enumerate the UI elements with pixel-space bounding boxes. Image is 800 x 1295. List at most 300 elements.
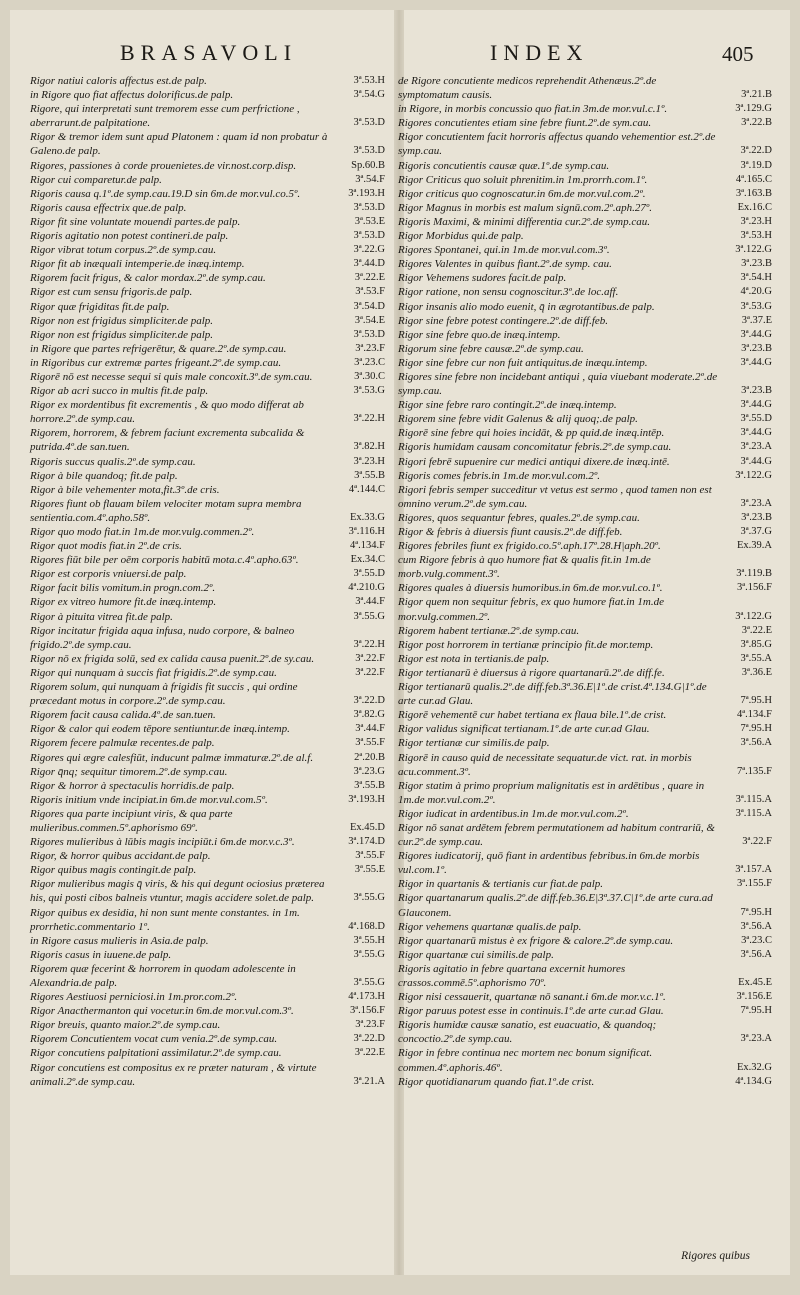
entry-text: cum Rigore febris à quo humore fiat & qualis fit.in 1m.de morb.vulg.comment.3º. [398,554,651,581]
index-entry [398,736,772,750]
entry-reference: 3ª.23.A [740,441,772,453]
entry-reference: 3ª.44.F [355,723,385,735]
entry-reference: 3ª.55.G [353,977,385,988]
entry-text: Rigoris agitatio non potest contineri.de palp. [30,230,229,243]
index-entry [30,159,385,173]
index-entry [398,807,772,821]
entry-reference: 3ª.56.A [740,948,772,960]
entry-reference: 3ª.55.G [353,948,385,960]
index-entry [398,539,772,553]
entry-reference: 3ª.53.D [353,230,385,242]
entry-reference: 3ª.156.F [737,582,772,594]
index-entry [398,962,772,990]
entry-reference: 3ª.30.C [354,370,385,382]
entry-reference: 3ª.22.H [353,413,385,425]
entry-text: Rigor Morbidus qui.de palp. [398,230,524,243]
entry-reference: 3ª.23.C [354,356,385,368]
entry-reference: 4ª.210.G [348,582,385,594]
entry-text: Rigor nisi cessauerit, quartanæ nō sanant.i 6m.de mor.v.c.1º. [398,991,666,1004]
entry-reference: 3ª.155.F [737,878,772,890]
entry-text: Rigores iudicatorij, quō fiant in ardentibus febribus.in 6m.de morbis vul.com.1º. [398,850,700,877]
entry-text: Rigorem facit causa calida.4º.de san.tuen. [30,709,216,722]
entry-text: Rigorem solum, qui nunquam à frigidis fit succis , qui ordine præcedant motus in corpore.2º.de symp.cau. [30,681,298,708]
index-entry [398,1018,772,1046]
entry-reference: 3ª.54.E [354,314,385,326]
index-entry [398,187,772,201]
entry-reference: 3ª.55.E [354,864,385,876]
entry-reference: 3ª.55.D [353,568,385,580]
entry-reference: 3ª.23.F [355,1019,385,1031]
index-entry [30,257,385,271]
index-entry [398,74,772,102]
index-entry [30,708,385,722]
entry-reference: 3ª.115.A [735,807,772,819]
index-entry [30,102,385,130]
entry-text: Rigores Spontanei, qui.in 1m.de mor.vul.com.3º. [398,244,610,257]
entry-reference: 3ª.163.B [735,187,772,199]
index-entry [30,736,385,750]
entry-reference: Ex.45.E [738,977,772,988]
index-entry [398,680,772,708]
entry-reference: 3ª.22.G [353,244,385,256]
index-entry [30,553,385,567]
entry-text: in Rigoribus cur extremæ partes frigeant.2º.de symp.cau. [30,356,282,369]
index-entry [398,201,772,215]
entry-reference: 3ª.22.H [353,638,385,650]
entry-reference: Sp.60.B [351,159,385,171]
index-entry [30,88,385,102]
entry-text: Rigorem Concutientem vocat cum venia.2º.de symp.cau. [30,1033,278,1046]
index-entry [30,201,385,215]
entry-reference: 3ª.44.G [740,455,772,467]
index-entry [398,215,772,229]
entry-reference: 3ª.36.E [741,666,772,678]
entry-reference: 4ª.134.F [350,540,385,552]
entry-text: Rigor quartanarum qualis.2º.de diff.feb.36.E|3ª.37.C|1º.de arte cura.ad Glauconem. [398,892,713,919]
entry-reference: 3ª.55.F [355,737,385,749]
entry-text: Rigores fiunt ob flauam bilem velociter motam supra membra sentientia.com.4º.apho.58º. [30,497,302,524]
entry-text: Rigor iudicat in ardentibus.in 1m.de mor.vul.com.2º. [398,807,629,820]
entry-text: Rigor breuis, quanto maior.2º.de symp.cau. [30,1019,221,1032]
index-entry [30,652,385,666]
entry-text: Rigorē vehementē cur habet tertiana ex flaua bile.1º.de crist. [398,709,667,722]
entry-text: Rigoris concutientis causæ quæ.1º.de symp.cau. [398,159,610,172]
entry-reference: 3ª.82.G [353,709,385,721]
entry-reference: 3ª.53.D [353,117,385,129]
entry-text: Rigoris Maximi, & minimi differentia cur.2º.de symp.cau. [398,215,651,228]
index-entry [30,1046,385,1060]
entry-text: in Rigore que partes refrigerētur, & quare.2º.de symp.cau. [30,342,287,355]
entry-reference: 3ª.119.B [736,568,772,580]
entry-reference: 3ª.44.G [740,427,772,439]
index-entry [30,722,385,736]
entry-reference: 3ª.54.H [740,272,772,284]
entry-text: Rigoris comes febris.in 1m.de mor.vul.com.2º. [398,469,601,482]
entry-text: Rigore, qui interpretati sunt tremorem esse cum perfrictione , aberrarunt.de palpitatione. [30,103,300,130]
index-entry [30,469,385,483]
entry-reference: Ex.34.C [350,554,385,566]
entry-reference: 3ª.115.A [735,793,772,805]
index-entry [398,483,772,511]
entry-reference: 2ª.20.B [354,751,385,763]
entry-reference: 3ª.37.G [740,526,772,537]
entry-reference: 3ª.44.D [353,258,385,270]
entry-text: Rigoris causa q.1º.de symp.cau.19.D sin 6m.de mor.vul.co.5º. [30,187,301,200]
entry-reference: 3ª.22.B [741,117,772,129]
entry-text: Rigor insanis alio modo euenit, q̄ in ægrotantibus.de palp. [398,300,655,313]
entry-reference: 3ª.53.D [353,201,385,213]
entry-text: Rigor nō ex frigida solū, sed ex calida causa puenit.2º.de sy.cau. [30,652,315,665]
entry-reference: 3ª.122.G [735,244,772,256]
entry-reference: 3ª.156.E [736,991,772,1003]
index-entry [398,328,772,342]
index-entry [30,962,385,990]
index-entry [30,849,385,863]
entry-text: Rigor sine febre cur non fuit antiquitus.de inæqu.intemp. [398,356,648,369]
index-entry [398,1004,772,1018]
entry-text: Rigor quibus magis contingit.de palp. [30,864,197,877]
entry-text: Rigor & calor qui eodem tēpore sentiuntur.de inæq.intemp. [30,723,290,736]
entry-text: Rigor incitatur frigida aqua infusa, nudo corpore, & balneo frigido.2º.de symp.cau. [30,624,295,651]
entry-reference: Ex.33.G [350,511,385,523]
entry-reference: 3ª.23.A [740,1033,772,1045]
entry-reference: 3ª.19.D [740,159,772,171]
entry-text: Rigor q̄nq; sequitur timorem.2º.de symp.cau. [30,765,228,778]
entry-reference: 3ª.22.D [353,695,385,707]
index-entry [30,300,385,314]
entry-text: Rigor criticus quo cognoscatur.in 6m.de mor.vul.com.2º. [398,187,646,200]
index-entry [30,271,385,285]
entry-text: Rigor & horror à spectaculis horridis.de palp. [30,779,235,792]
entry-text: Rigor ratione, non sensu cognoscitur.3º.de loc.aff. [398,286,619,299]
entry-text: Rigor tertianæ cur similis.de palp. [398,737,550,750]
entry-reference: 4ª.134.G [735,1075,772,1087]
index-entry [30,1018,385,1032]
index-entry [398,581,772,595]
entry-text: Rigoris humidam causam concomitatur febris.2º.de symp.cau. [398,441,672,454]
index-entry [398,426,772,440]
index-entry [30,1004,385,1018]
index-entry [398,595,772,623]
entry-text: Rigorem, horrorem, & febrem faciunt excrementa subcalida & putrida.4º.de san.tuen. [30,427,305,454]
index-entry [398,243,772,257]
index-entry [398,440,772,454]
entry-reference: 3ª.21.A [353,1075,385,1087]
index-entry [30,595,385,609]
index-entry [30,835,385,849]
running-title-right: INDEX [490,40,589,65]
entry-text: Rigor Anacthermanton qui vocetur.in 6m.de mor.vul.com.3º. [30,1005,294,1018]
entry-text: Rigor nō sanat ardētem febrem permutationem ad habitum contrariū, & cur.2º.de symp.cau. [398,821,715,849]
index-entry [30,666,385,680]
entry-text: Rigor est corporis vniuersi.de palp. [30,568,187,581]
entry-reference: 3ª.56.A [740,737,772,749]
entry-text: Rigor sine febre raro contingit.2º.de inæq.intemp. [398,399,617,412]
entry-reference: 3ª.22.E [354,1047,385,1059]
entry-text: Rigorem habent tertianæ.2º.de symp.cau. [398,624,580,637]
index-entry [30,384,385,398]
entry-text: de Rigore concutiente medicos reprehendit Athenæus.2º.de symptomatum causis. [398,75,657,102]
index-entry [30,779,385,793]
entry-reference: 3ª.174.D [348,836,385,848]
entry-reference: 7ª.95.H [740,906,772,918]
entry-text: Rigor quotidianarum quando fiat.1º.de crist. [398,1075,595,1088]
index-entry [30,455,385,469]
entry-text: Rigores Aestiuosi perniciosi.in 1m.pror.com.2º. [30,991,238,1004]
entry-reference: 3ª.23.H [740,215,772,227]
entry-text: Rigori febris semper succeditur vt vetus est sermo , quod tamen non est omnino verum.2º.de sym.cau. [398,483,712,510]
entry-reference: 3ª.53.D [353,145,385,157]
entry-reference: 3ª.23.B [741,342,772,354]
entry-text: Rigorum sine febre causæ.2º.de symp.cau. [398,342,584,355]
entry-text: Rigor tertianarū è diuersus à rigore quartanarū.2º.de diff.fe. [398,666,665,679]
entry-reference: 3ª.55.B [354,469,385,481]
entry-text: Rigor quæ frigiditas fit.de palp. [30,300,170,313]
index-entry [30,1032,385,1046]
entry-reference: 7ª.95.H [740,723,772,735]
index-entry [398,849,772,877]
entry-reference: 3ª.129.G [735,103,772,115]
entry-text: Rigorē sine febre qui hoies incidāt, & pp quid.de inæq.intēp. [398,427,665,440]
entry-reference: 3ª.55.D [740,413,772,425]
index-entry [30,483,385,497]
index-entry [30,751,385,765]
entry-reference: 3ª.116.H [348,526,385,537]
entry-reference: Ex.39.A [737,540,772,552]
entry-text: Rigor quartanæ cui similis.de palp. [398,948,554,961]
index-entry [398,159,772,173]
entry-reference: 3ª.23.B [741,385,772,397]
entry-reference: 3ª.44.F [355,596,385,608]
index-entry [398,370,772,398]
entry-text: Rigor mulieribus magis q̄ viris, & his qui degunt ociosius præterea his, qui posti cibos balneis vtuntur, magis accidere solet.de palp. [30,878,325,905]
index-entry [30,1061,385,1089]
index-entry [398,173,772,187]
entry-reference: Ex.32.G [737,1061,772,1073]
entry-reference: 3ª.54.G [353,89,385,101]
entry-text: Rigor quo modo fiat.in 1m.de mor.vulg.commen.2º. [30,526,255,538]
entry-reference: 3ª.193.H [348,793,385,805]
index-entry [398,891,772,919]
running-title-left: BRASAVOLI [120,40,298,65]
entry-text: Rigorem fecere palmulæ recentes.de palp. [30,737,215,750]
entry-reference: 3ª.23.B [741,258,772,270]
index-entry [30,807,385,835]
book-page [10,10,790,1275]
index-entry [30,398,385,426]
entry-text: Rigor Criticus quo soluit phrenitim.in 1m.prorrh.com.1º. [398,173,648,186]
entry-reference: 3ª.53.H [353,75,385,86]
entry-reference: 3ª.55.H [353,934,385,946]
entry-reference: 7ª.95.H [740,695,772,707]
index-entry [398,934,772,948]
entry-text: Rigor cui comparetur.de palp. [30,173,162,186]
entry-text: Rigores, passiones à corde prouenietes.de vir.nost.corp.disp. [30,159,297,172]
entry-reference: 3ª.22.D [740,145,772,157]
entry-text: Rigor Vehemens sudores facit.de palp. [398,272,567,285]
index-entry [30,906,385,934]
entry-text: Rigor concutientem facit horroris affectus quando vehementior est.2º.de symp.cau. [398,131,716,158]
index-entry [30,948,385,962]
index-entry [30,680,385,708]
entry-text: Rigor est cum sensu frigoris.de palp. [30,286,193,299]
index-entry [30,130,385,158]
entry-reference: 3ª.23.C [741,934,772,946]
entry-reference: 3ª.53.E [354,215,385,227]
index-entry [398,821,772,849]
entry-text: Rigor vehemens quartanæ qualis.de palp. [398,920,582,933]
entry-text: Rigores Valentes in quibus fiant.2º.de symp. cau. [398,258,612,271]
index-entry [398,652,772,666]
index-entry [30,525,385,539]
index-entry [398,398,772,412]
entry-text: Rigor quot modis fiat.in 2º.de cris. [30,540,182,553]
entry-reference: 3ª.85.G [740,638,772,650]
entry-reference: 3ª.22.E [354,272,385,284]
entry-text: Rigor fit ab inæquali intemperie.de inæq.intemp. [30,258,245,271]
entry-text: Rigor est nota in tertianis.de palp. [398,652,550,665]
index-entry [398,751,772,779]
entry-reference: 3ª.23.A [740,497,772,509]
entry-text: Rigor sine febre potest contingere.2º.de diff.feb. [398,314,609,327]
entry-text: Rigorem quæ fecerint & horrorem in quodam adolescente in Alexandria.de palp. [30,962,296,989]
entry-text: Rigores fiūt bile per oēm corporis habitū mota.c.4º.apho.63º. [30,554,299,567]
index-entry [398,342,772,356]
index-entry [30,624,385,652]
entry-text: in Rigore, in morbis concussio quo fiat.in 3m.de mor.vul.c.1º. [398,103,668,116]
entry-reference: 3ª.122.G [735,610,772,622]
index-entry [30,356,385,370]
index-entry [30,934,385,948]
entry-text: Rigor non est frigidus simpliciter.de palp. [30,328,214,341]
entry-reference: 3ª.55.A [740,652,772,664]
index-entry [398,948,772,962]
entry-text: Rigor paruus potest esse in continuis.1º.de arte cur.ad Glau. [398,1005,664,1018]
entry-text: Rigores qui ægre calesfiūt, inducunt palmæ immaturæ.2º.de al.f. [30,751,314,764]
entry-text: Rigor & febris à diuersis fiunt causis.2º.de diff.feb. [398,526,623,538]
index-entry [30,229,385,243]
entry-text: Rigor facit bilis vomitum.in progn.com.2º. [30,582,216,595]
entry-text: Rigorem sine febre vidit Galenus & alij quoq;.de palp. [398,413,638,426]
entry-text: in Rigore casus mulieris in Asia.de palp. [30,934,209,947]
index-entry [398,779,772,807]
entry-reference: Ex.45.D [350,821,385,833]
index-entry [30,370,385,384]
page-number: 405 [722,42,754,66]
index-entry [30,497,385,525]
entry-text: Rigores, quos sequantur febres, quales.2º.de symp.cau. [398,511,640,524]
index-column-right [398,74,772,1089]
entry-text: Rigoris causa effectrix que.de palp. [30,201,187,214]
index-entry [398,412,772,426]
index-entry [30,990,385,1004]
entry-text: Rigor à bile vehementer mota,fit.3º.de cris. [30,483,220,496]
index-entry [398,553,772,581]
entry-text: Rigores febriles fiunt ex frigido.co.5º.aph.17º.28.H|aph.20º. [398,540,661,553]
entry-text: Rigores quales à diuersis humoribus.in 6m.de mor.vul.co.1º. [398,582,663,595]
entry-reference: 3ª.56.A [740,920,772,932]
entry-text: Rigoris agitatio in febre quartana excernit humores crassos.commē.5º.aphorismo 70º. [398,962,626,989]
index-entry [398,525,772,539]
index-entry [30,765,385,779]
entry-text: Rigori febrē supuenire cur medici antiqui dixere.de inæq.intē. [398,455,670,468]
entry-reference: 3ª.55.G [353,610,385,622]
entry-reference: 3ª.23.B [741,511,772,523]
entry-text: Rigor quartanarū mistus è ex frigore & calore.2º.de symp.cau. [398,934,674,947]
index-entry [398,285,772,299]
index-column-left [30,74,385,1089]
entry-text: Rigorē nō est necesse sequi si quis male concoxit.3º.de sym.cau. [30,370,313,383]
entry-text: Rigor qui nunquam à succis fiat frigidis.2º.de symp.cau. [30,666,277,679]
entry-reference: 3ª.53.H [740,230,772,242]
entry-reference: 3ª.22.F [355,666,385,678]
entry-reference: 3ª.53.G [740,300,772,312]
entry-text: Rigor tertianarū qualis.2º.de diff.feb.3ª.36.E|1º.de crist.4ª.134.G|1º.de arte cur.ad Glau. [398,681,707,708]
entry-reference: 3ª.53.D [353,328,385,340]
entry-reference: 3ª.22.E [741,624,772,636]
index-entry [30,863,385,877]
index-entry [30,74,385,88]
entry-reference: 3ª.23.G [353,765,385,777]
entry-reference: 3ª.122.G [735,469,772,481]
entry-reference: 4ª.134.F [737,709,772,721]
index-entry [398,356,772,370]
index-entry [30,610,385,624]
index-entry [398,1046,772,1074]
entry-reference: 7ª.135.F [737,765,772,777]
index-entry [398,229,772,243]
index-entry [398,455,772,469]
entry-reference: 3ª.23.H [353,455,385,467]
entry-reference: 3ª.44.G [740,328,772,340]
index-entry [398,314,772,328]
index-entry [30,877,385,905]
entry-text: Rigor ab acri succo in multis fit.de palp. [30,385,209,398]
index-entry [398,116,772,130]
entry-reference: 3ª.157.A [735,864,772,876]
index-entry [398,102,772,116]
entry-reference: 3ª.37.E [741,314,772,326]
entry-text: Rigoris succus qualis.2º.de symp.cau. [30,455,196,468]
index-entry [398,130,772,158]
index-entry [398,722,772,736]
entry-text: Rigores sine febre non incidebant antiqui , quia viuebant moderate.2º.de symp.cau. [398,370,718,398]
entry-text: Rigores mulieribus à lūbis magis incipiūt.i 6m.de mor.v.c.3º. [30,836,295,849]
entry-text: Rigor statim à primo proprium malignitatis est in ardētibus , quare in 1m.de mor.vul.com.2º. [398,779,705,806]
index-entry [398,257,772,271]
index-entry [30,539,385,553]
entry-reference: 3ª.21.B [741,89,772,101]
entry-text: in Rigore quo fiat affectus dolorificus.de palp. [30,89,234,102]
entry-reference: 3ª.44.G [740,399,772,411]
index-entry [30,342,385,356]
entry-text: Rigor quem non sequitur febris, ex quo humore fiat.in 1m.de mor.vulg.commen.2º. [398,596,665,623]
entry-text: Rigoris humidæ causæ sanatio, est euacuatio, & quandoq; concoctio.2º.de symp.cau. [398,1019,657,1046]
index-entry [30,215,385,229]
entry-text: Rigor validus significat tertianam.1º.de arte cur.ad Glau. [398,723,650,736]
entry-text: Rigorē in causo quid de necessitate sequatur.de vict. rat. in morbis acu.comment.3º. [398,751,692,778]
catchword: Rigores quibus [681,1250,750,1262]
entry-text: Rigor à pituita vitrea fit.de palp. [30,610,173,623]
entry-text: Rigor in febre continua nec mortem nec bonum significat. commen.4º.aphoris.46º. [398,1047,653,1074]
entry-reference: 7ª.95.H [740,1005,772,1017]
entry-reference: 3ª.23.F [355,342,385,354]
entry-reference: 4ª.173.H [348,991,385,1003]
entry-reference: 3ª.54.F [355,173,385,185]
index-entry [30,328,385,342]
entry-reference: 3ª.22.F [355,652,385,664]
index-entry [398,990,772,1004]
